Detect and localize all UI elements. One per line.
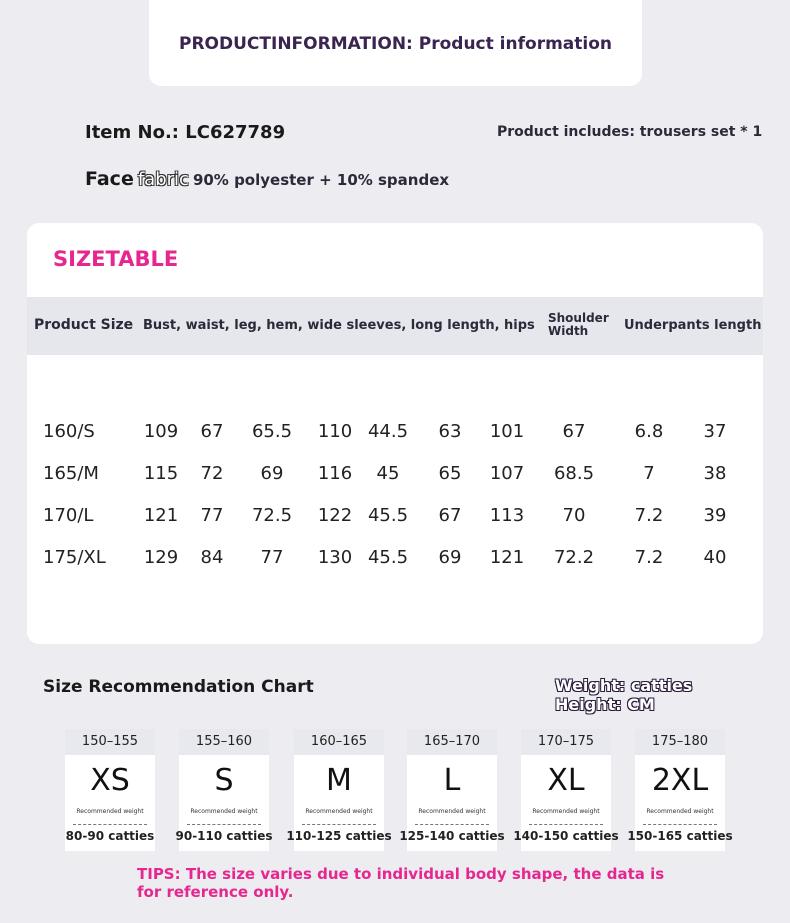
recommendation-title: Size Recommendation Chart xyxy=(43,677,314,697)
header-shoulder-line2: Width xyxy=(548,324,589,338)
row-value-cell: 72 xyxy=(200,463,224,484)
size-table-title: SIZETABLE xyxy=(53,247,179,271)
size-box xyxy=(175,755,273,851)
product-includes: Product includes: trousers set * 1 xyxy=(497,124,763,140)
row-size-label: 170/L xyxy=(43,505,94,526)
dashed-divider xyxy=(73,824,147,825)
row-value-cell: 7.2 xyxy=(634,547,664,568)
size-box xyxy=(65,755,155,851)
row-size-label: 160/S xyxy=(43,421,95,442)
product-info-card xyxy=(149,0,642,86)
row-value-cell: 130 xyxy=(317,547,353,568)
row-value-cell: 6.8 xyxy=(634,421,664,442)
weight-range: 125-140 catties xyxy=(399,829,505,843)
weight-range: 90-110 catties xyxy=(175,829,273,843)
fabric-composition: 90% polyester + 10% spandex xyxy=(192,171,450,189)
height-range: 170–175 xyxy=(521,729,611,755)
size-letter: L xyxy=(443,763,461,798)
row-value-cell: 116 xyxy=(317,463,353,484)
dashed-divider xyxy=(529,824,603,825)
row-value-cell: 69 xyxy=(260,463,284,484)
size-recommendation-card xyxy=(286,729,392,851)
size-letter: M xyxy=(326,763,352,798)
header-shoulder-width xyxy=(548,312,609,338)
row-value-cell: 72.5 xyxy=(251,505,293,526)
recommended-weight-label: Recommended weight xyxy=(305,808,373,815)
height-range: 160–165 xyxy=(294,729,384,755)
row-value-cell: 72.2 xyxy=(553,547,595,568)
header-shoulder-line1: Shoulder xyxy=(548,311,609,325)
height-range: 175–180 xyxy=(635,729,725,755)
size-box xyxy=(513,755,619,851)
row-value-cell: 121 xyxy=(489,547,525,568)
row-value-cell: 65 xyxy=(438,463,462,484)
row-value-cell: 109 xyxy=(143,421,179,442)
header-product-size: Product Size xyxy=(34,317,134,333)
row-value-cell: 70 xyxy=(562,505,586,526)
row-value-cell: 69 xyxy=(438,547,462,568)
header-measures: Bust, waist, leg, hem, wide sleeves, long length, hips xyxy=(143,318,535,333)
weight-unit: Weight: catties xyxy=(555,676,693,695)
row-size-label: 165/M xyxy=(43,463,99,484)
fabric-label-fabric: fabric xyxy=(137,169,189,190)
size-box xyxy=(286,755,392,851)
size-recommendation-card xyxy=(399,729,505,851)
size-recommendation-card xyxy=(627,729,733,851)
row-value-cell: 68.5 xyxy=(553,463,595,484)
weight-range: 80-90 catties xyxy=(65,829,155,843)
fabric-info xyxy=(85,168,449,190)
row-size-label: 175/XL xyxy=(43,547,106,568)
row-value-cell: 40 xyxy=(703,547,727,568)
row-value-cell: 77 xyxy=(200,505,224,526)
row-value-cell: 122 xyxy=(317,505,353,526)
height-range: 150–155 xyxy=(65,729,155,755)
row-value-cell: 63 xyxy=(438,421,462,442)
dashed-divider xyxy=(643,824,717,825)
row-value-cell: 44.5 xyxy=(367,421,409,442)
row-value-cell: 7.2 xyxy=(634,505,664,526)
row-value-cell: 84 xyxy=(200,547,224,568)
weight-range: 140-150 catties xyxy=(513,829,619,843)
height-unit: Height: CM xyxy=(555,695,655,714)
row-value-cell: 45.5 xyxy=(367,547,409,568)
row-value-cell: 110 xyxy=(317,421,353,442)
row-value-cell: 67 xyxy=(200,421,224,442)
size-recommendation-card xyxy=(175,729,273,851)
row-value-cell: 37 xyxy=(703,421,727,442)
row-value-cell: 38 xyxy=(703,463,727,484)
header-underpants-length: Underpants length xyxy=(624,318,762,333)
row-value-cell: 121 xyxy=(143,505,179,526)
size-letter: S xyxy=(214,763,234,798)
row-value-cell: 129 xyxy=(143,547,179,568)
row-value-cell: 113 xyxy=(489,505,525,526)
dashed-divider xyxy=(415,824,489,825)
row-value-cell: 67 xyxy=(438,505,462,526)
fabric-label-face: Face xyxy=(85,168,134,190)
height-range: 155–160 xyxy=(179,729,269,755)
product-info-title: PRODUCTINFORMATION: Product information xyxy=(179,34,612,54)
size-letter: XS xyxy=(90,763,130,798)
size-box xyxy=(627,755,733,851)
row-value-cell: 107 xyxy=(489,463,525,484)
dashed-divider xyxy=(302,824,376,825)
row-value-cell: 115 xyxy=(143,463,179,484)
row-value-cell: 101 xyxy=(489,421,525,442)
weight-range: 110-125 catties xyxy=(286,829,392,843)
size-letter: XL xyxy=(547,763,585,798)
recommended-weight-label: Recommended weight xyxy=(532,808,600,815)
size-recommendation-card xyxy=(513,729,619,851)
weight-range: 150-165 catties xyxy=(627,829,733,843)
recommended-weight-label: Recommended weight xyxy=(646,808,714,815)
tips-note: TIPS: The size varies due to individual body shape, the data is for reference only. xyxy=(137,865,665,901)
row-value-cell: 7 xyxy=(643,463,655,484)
row-value-cell: 45 xyxy=(376,463,400,484)
size-table-header xyxy=(27,297,763,355)
row-value-cell: 67 xyxy=(562,421,586,442)
row-value-cell: 77 xyxy=(260,547,284,568)
height-range: 165–170 xyxy=(407,729,497,755)
item-number: Item No.: LC627789 xyxy=(85,122,286,143)
recommended-weight-label: Recommended weight xyxy=(190,808,258,815)
recommended-weight-label: Recommended weight xyxy=(418,808,486,815)
size-recommendation-card xyxy=(65,729,155,851)
size-box xyxy=(399,755,505,851)
row-value-cell: 45.5 xyxy=(367,505,409,526)
size-table-card xyxy=(27,223,763,644)
row-value-cell: 65.5 xyxy=(251,421,293,442)
row-value-cell: 39 xyxy=(703,505,727,526)
recommended-weight-label: Recommended weight xyxy=(76,808,144,815)
size-letter: 2XL xyxy=(651,763,709,798)
dashed-divider xyxy=(187,824,261,825)
